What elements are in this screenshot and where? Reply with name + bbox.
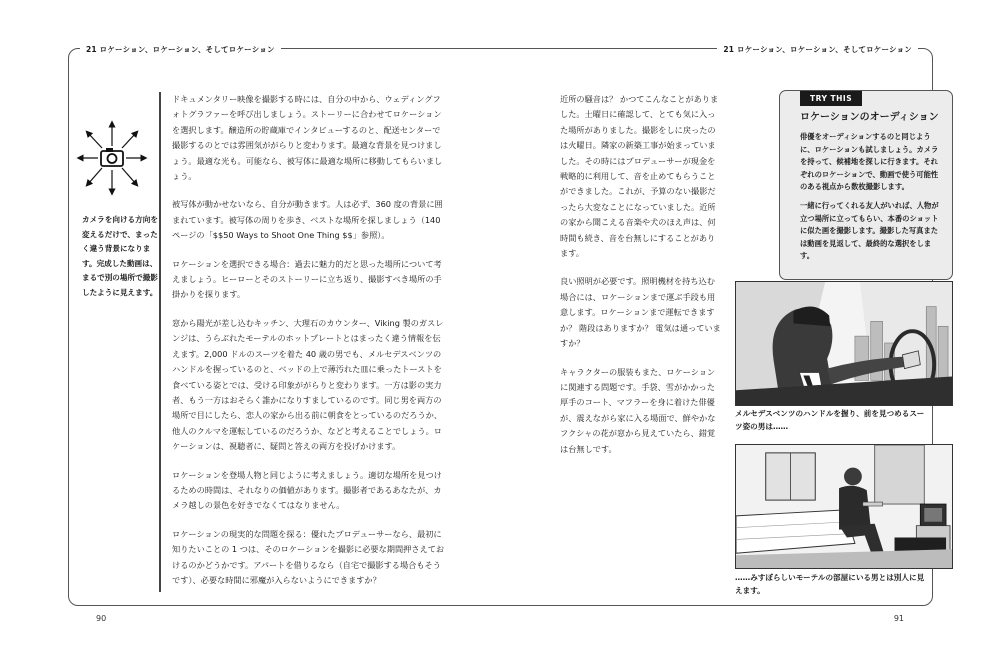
try-this-title: ロケーションのオーディション [800,112,939,123]
camera-arrows-graphic [76,118,148,198]
body-column-right [560,92,723,470]
try-this-body [800,131,940,269]
body-paragraph: 良い照明が必要です。照明機材を持ち込む場合には、ロケーションまで運ぶ手段も用意します。ロケーションまで運転できますか？ 階段はありますか？ 電気は通っていますか？ [560,276,721,349]
illustration-caption-1: メルセデスベンツのハンドルを握り、前を見つめるスーツ姿の男は…… [735,409,925,431]
body-column-left [172,92,448,601]
try-this-paragraph: 俳優をオーディションするのと同じように、ロケーションも試しましょう。カメラを持って、候補地を探しに行きます。それぞれのロケーションで、動画で使う可能性のある視点から数枚撮影します。 [800,132,939,192]
body-paragraph: 窓から陽光が差し込むキッチン、大理石のカウンター、Viking 製のガスレンジは、うらぶれたモーテルのホットプレートとはまったく違う情報を伝えます。2,000 ドルのスーツを着た 40 歳の男でも、メルセデスベンツのハンドルを握っているのと、ベッドの上で薄汚れた皿に乗ったトーストを食べている姿とでは、受ける印象ががらりと変わります。一方は影の実力者、もう一方はおそらく誰かになりすましているのです。同じ男を両方の場所で目にしたら、恋人の家から出る前に朝食をとっているのだろうか、他人のクルマを運転しているのだろうか、などと考えることでしょう。ロケーションは、視聴者に、疑問と答えの両方を投げかけます。 [172,317,444,452]
body-paragraph: ロケーションを登場人物と同じように考えましょう。適切な場所を見つけるための時間は、それなりの価値があります。撮影者であるあなたが、カメラ越しの景色を好きでなくてはなりません。 [172,469,442,511]
sidebar-caption: カメラを向ける方向を変えるだけで、まったく違う背景になります。完成した動画は、まるで別の場所で撮影したように見えます。 [82,215,158,297]
body-paragraph: 近所の騒音は？ かつてこんなことがありました。土曜日に確認して、とても気に入った場所がありました。撮影をしに戻ったのは火曜日。隣家の新築工事が始まっていました。その時にはプロデューサーが現金を戦略的に利用して、音を止めてもらうことができました。これが、予算のない撮影だったら大変なことになっていました。近所の家から聞こえる音楽や犬のほえ声は、何時間も続き、音を台無しにすることがあります。 [560,94,719,259]
body-paragraph: ロケーションを選択できる場合：過去に魅力的だと思った場所について考えましょう。ヒーローとそのストーリーに立ち返り、撮影すべき場所の手掛かりを探ります。 [172,258,442,300]
page-number-left: 90 [96,614,107,623]
running-header-right: 21 ロケーション、ロケーション、そしてロケーション [717,44,918,55]
radiating-arrows-icon [76,118,148,198]
running-header-left: 21 ロケーション、ロケーション、そしてロケーション [80,44,281,55]
try-this-badge: TRY THIS [800,91,862,106]
illustration-man-driving [735,281,953,406]
column-divider [159,92,161,592]
try-this-box [779,90,953,280]
body-paragraph: 被写体が動かせないなら、自分が動きます。人は必ず、360 度の背景に囲まれています。被写体の周りを歩き、ベストな場所を探しましょう（140 ページの「$$50 Ways to Shoot One Thing $$」参照）。 [172,199,443,241]
illustration-man-motel [735,444,953,569]
illustration-caption-2: ……みすぼらしいモーテルの部屋にいる男とは別人に見えます。 [735,573,925,595]
body-paragraph: ロケーションの現実的な問題を探る：優れたプロデューサーなら、最初に知りたいことの 1 つは、そのロケーションを撮影に必要な期間押さえておけるのかどうかです。アパートを借りるなら（自宅で撮影する場合もそうです）、必要な時間に邪魔が入らないようにできますか？ [172,528,445,585]
body-paragraph: キャラクターの服装もまた、ロケーションに関連する問題です。手袋、雪がかかった厚手のコート、マフラーを身に着けた俳優が、震えながら家に入る場面で、鮮やかなフクシャの花が窓から見えていたら、錯覚は台無しです。 [560,366,716,454]
body-paragraph: ドキュメンタリー映像を撮影する時には、自分の中から、ウェディングフォトグラファーを呼び出しましょう。ストーリーに合わせてロケーションを選択します。醸造所の貯蔵庫でインタビューするのと、配送センターで撮影するのとでは雰囲気ががらりと変わります。最適な背景を見つけましょう。最適な光も。可能なら、被写体に最適な場所に移動してもらいましょう。 [172,94,443,182]
page-number-right: 91 [893,614,904,623]
try-this-paragraph: 一緒に行ってくれる友人がいれば、人物が立つ場所に立ってもらい、本番のショットに似た画を撮影します。撮影した写真または動画を見返して、最終的な選択をします。 [800,200,939,261]
camera-icon [101,148,123,166]
